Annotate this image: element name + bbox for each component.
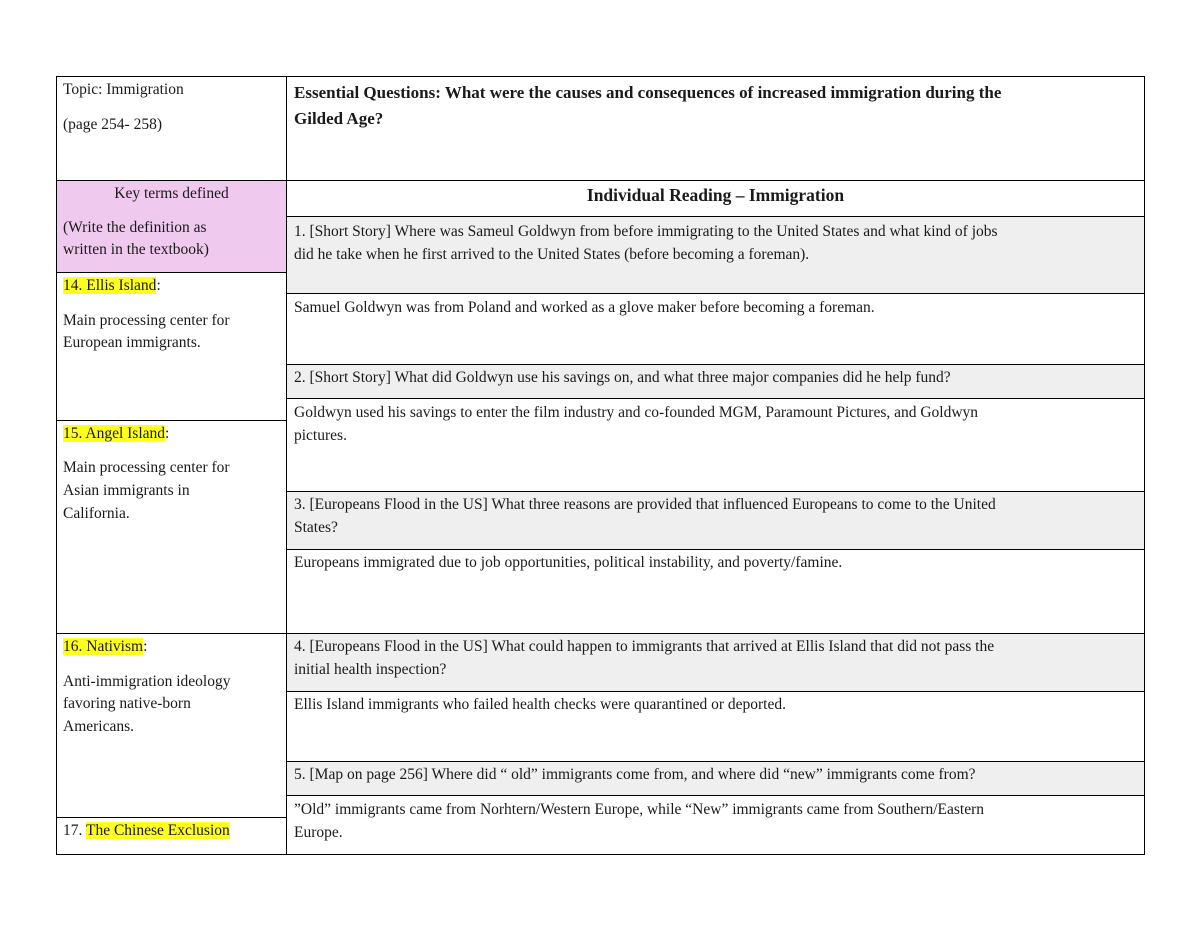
term-definition: California.	[63, 505, 130, 522]
answer-4: Ellis Island immigrants who failed health checks were quarantined or deported.	[294, 696, 786, 713]
essential-question: Essential Questions: What were the causes and consequences of increased immigration during the	[294, 83, 1002, 102]
answer-2: Goldwyn used his savings to enter the film industry and co-founded MGM, Paramount Pictures, and Goldwyn	[294, 404, 979, 421]
question-4-line2: initial health inspection?	[294, 661, 447, 678]
term-definition: Asian immigrants in	[63, 482, 190, 499]
term-definition: Americans.	[63, 718, 135, 735]
reading-title: Individual Reading – Immigration	[586, 185, 845, 205]
answer-5: ”Old” immigrants came from Norhtern/Western Europe, while “New” immigrants came from Southern/Eastern	[294, 801, 984, 818]
question-2: 2. [Short Story] What did Goldwyn use his savings on, and what three major companies did he help fund?	[294, 369, 951, 386]
question-1-line2: did he take when he first arrived to the United States (before becoming a foreman).	[294, 246, 810, 263]
term-label: 15. Angel Island	[63, 425, 166, 442]
question-3: 3. [Europeans Flood in the US] What three reasons are provided that influenced Europeans to come to the United	[294, 496, 996, 513]
question-1: 1. [Short Story] Where was Sameul Goldwyn from before immigrating to the United States and what kind of jobs	[294, 223, 998, 240]
term-label: 14. Ellis Island	[63, 277, 157, 294]
answer-2-line2: pictures.	[294, 427, 347, 444]
question-4: 4. [Europeans Flood in the US] What could happen to immigrants that arrived at Ellis Island that did not pass the	[294, 638, 995, 655]
term-definition: favoring native-born	[63, 695, 191, 712]
essential-question-line2: Gilded Age?	[294, 109, 384, 128]
page-range: (page 254- 258)	[63, 116, 162, 133]
key-terms-instructions-line2: written in the textbook)	[63, 241, 209, 258]
term-definition: European immigrants.	[63, 334, 201, 351]
answer-5-line2: Europe.	[294, 824, 343, 841]
term-label: The Chinese Exclusion	[85, 822, 230, 839]
term-label: 16. Nativism	[63, 638, 144, 655]
answer-3: Europeans immigrated due to job opportunities, political instability, and poverty/famine.	[294, 554, 843, 571]
key-terms-instructions: (Write the definition as	[63, 219, 207, 236]
term-definition: Main processing center for	[63, 459, 230, 476]
worksheet-page: Topic: Immigration (page 254- 258) Essential Questions: What were the causes and consequences of increased immigration during the Gilded Age? Key terms defined (Write the definition as written in the textbook) Individual Reading – Immigration 14. Ellis Island: Main processing center for European immigrants. 15. Angel Island: Main processing center for Asian immigrants in California. 16. Nativism: Anti-immigration ideology favoring native-born Americans. 17. The Chinese Exclusion 1. [Short Story] Where was Sameul Goldwyn from before immigrating to the United States and what kind of jobs did he take when he first arrived to the United States (before becoming a foreman). Samuel Goldwyn was from Poland and worked as a glove maker before becoming a foreman. 2. [Short Story] What did Goldwyn use his savings on, and what three major companies did he help fund? Goldwyn used his savings to enter the film industry and co-founded MGM, Paramount Pictures, and Goldwyn pictures. 3. [Europeans Flood in the US] What three reasons are provided that influenced Europeans to come to the United States? Europeans immigrated due to job opportunities, political instability, and poverty/famine. 4. [Europeans Flood in the US] What could happen to immigrants that arrived at Ellis Island that did not pass the initial health inspection? Ellis Island immigrants who failed health checks were quarantined or deported. 5. [Map on page 256] Where did “ old” immigrants come from, and where did “new” immigrants come from? ”Old” immigrants came from Norhtern/Western Europe, while “New” immigrants came from Southern/Eastern Europe.	[0, 0, 1200, 927]
answer-1: Samuel Goldwyn was from Poland and worked as a glove maker before becoming a foreman.	[294, 299, 875, 316]
term-definition: Anti-immigration ideology	[63, 673, 231, 690]
key-terms-title: Key terms defined	[114, 185, 229, 202]
term-definition: Main processing center for	[63, 312, 230, 329]
question-5: 5. [Map on page 256] Where did “ old” immigrants come from, and where did “new” immigrants come from?	[294, 766, 976, 783]
topic-label: Topic: Immigration	[63, 81, 184, 98]
question-3-line2: States?	[294, 519, 338, 536]
